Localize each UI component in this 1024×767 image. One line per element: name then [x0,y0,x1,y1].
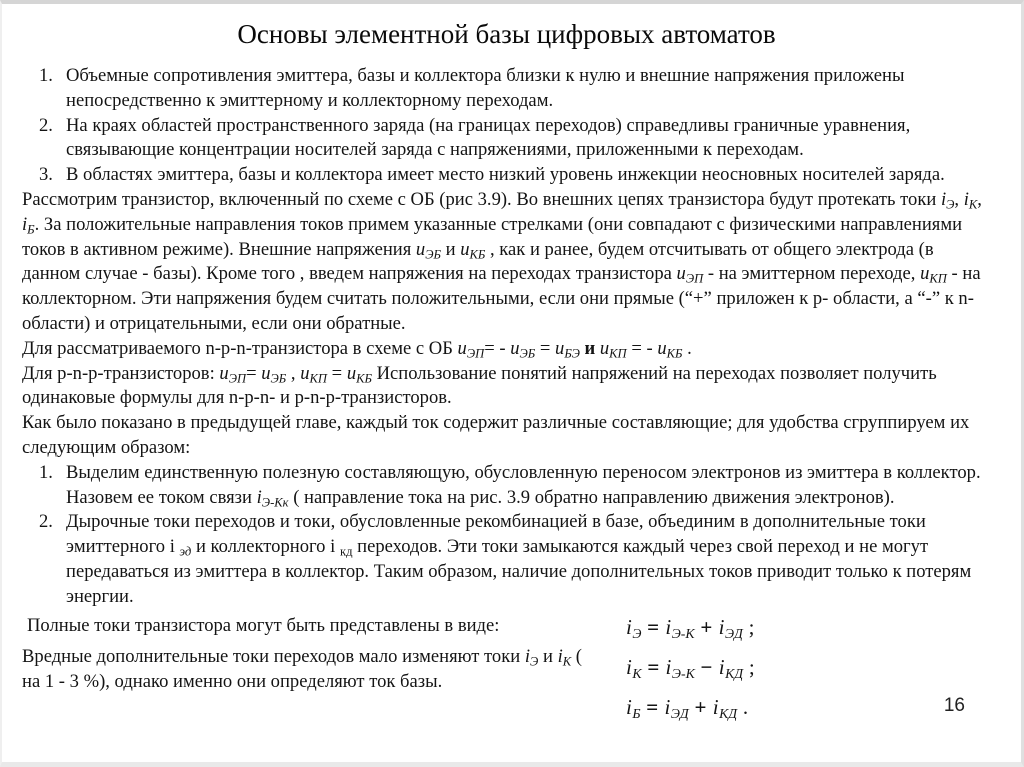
bottom-section [22,614,991,734]
list-item-number: 1. [39,461,53,483]
list-item [22,461,991,511]
bottom-text-column [22,614,584,695]
page-number: 16 [943,695,965,716]
equation-base-current: $i_Б = i_{ЭД} + i_{КД}$ . [626,694,749,721]
list-item-text: Выделим единственную полезную составляющую, обусловленную переносом электронов из эмиттера в коллектор. Назовем ее током связи $i_{Э-Кк}$ ( направление тока на рис. 3.9 обратно направлению движения электронов). [66,461,981,510]
list-item-number: 2. [39,114,53,136]
equation-emitter-current: $i_Э = i_{Э-К} + i_{ЭД}$ ; [626,614,755,641]
list-item-text: Объемные сопротивления эмиттера, базы и коллектора близки к нулю и внешние напряжения приложены непосредственно к эмиттерному и коллекторному переходам. [66,65,905,111]
list-item [22,163,991,188]
assumptions-list [22,64,991,188]
list-item-text: Дырочные токи переходов и токи, обусловленные рекомбинацией в базе, объединим в дополнительные токи эмиттерного i $_{эд}$ и коллекторного i $_{кд}$ переходов. Эти токи замыкаются каждый через свой переход и не могут передаваться из эмиттера в коллектор. Таким образом, наличие дополнительных токов приводит только к потерям энергии. [66,511,972,607]
paragraph-current-components: Как было показано в предыдущей главе, каждый ток содержит различные составляющие; для удобства сгруппируем их следующим образом: [22,412,970,458]
full-currents-intro: Полные токи транзистора могут быть представлены в виде: [27,614,500,636]
list-item-number: 3. [39,164,53,186]
list-item [22,64,991,114]
list-item [22,510,991,609]
list-item-text: В областях эмиттера, базы и коллектора имеет место низкий уровень инжекции неосновных носителей заряда. [66,164,945,186]
current-equations [626,614,755,734]
list-item-number: 1. [39,65,53,86]
equation-collector-current: $i_К = i_{Э-К} - i_{КД}$ ; [626,654,756,681]
paragraph-transistor-ob: Рассмотрим транзистор, включенный по схеме с ОБ (рис 3.9). Во внешних цепях транзистора будут протекать токи $i_Э$, $i_К$, $i_Б$. За положительные направления токов примем указанные стрелками (они совпадают с физическими направлениями токов в активном режиме). Внешние напряжения $u_{ЭБ}$ и $u_{КБ}$ , как и ранее, будем отсчитывать от общего электрода (в данном случае - базы). Кроме того , введем напряжения на переходах транзистора $u_{ЭП}$ - на эмиттерном переходе, $u_{КП}$ - на коллекторном. Эти напряжения будем считать положительными, если они прямые (“+” приложен к p- области, а “-” к n-области) и отрицательными, если они обратные. [22,188,982,334]
list-item-text: На краях областей пространственного заряда (на границах переходов) справедливы граничные уравнения, связывающие концентрации носителей заряда с напряжениями, приложенными к переходам. [66,114,911,161]
list-item-number: 2. [39,511,53,533]
paragraph-npn-voltages: Для рассматриваемого n-p-n-транзистора в схеме с ОБ $u_{ЭП}= - u_{ЭБ} = u_{БЭ}$ и $u_{КП}$ = - $u_{КБ}$ . [22,337,692,361]
paragraph-pnp-voltages: Для p-n-p-транзисторов: $u_{ЭП}= u_{ЭБ}$ , $u_{КП} = u_{КБ}$ Использование понятий напряжений на переходах позволяет получить одинаковые формулы для n-p-n- и p-n-p-транзисторов. [22,362,937,409]
slide-title: Основы элементной базы цифровых автоматов [237,19,776,49]
list-item [22,114,991,164]
current-grouping-list [22,461,991,610]
extra-currents-note: Вредные дополнительные токи переходов мало изменяют токи $i_Э$ и $i_К$ ( на 1 - 3 %), однако именно они определяют ток базы. [22,646,582,693]
